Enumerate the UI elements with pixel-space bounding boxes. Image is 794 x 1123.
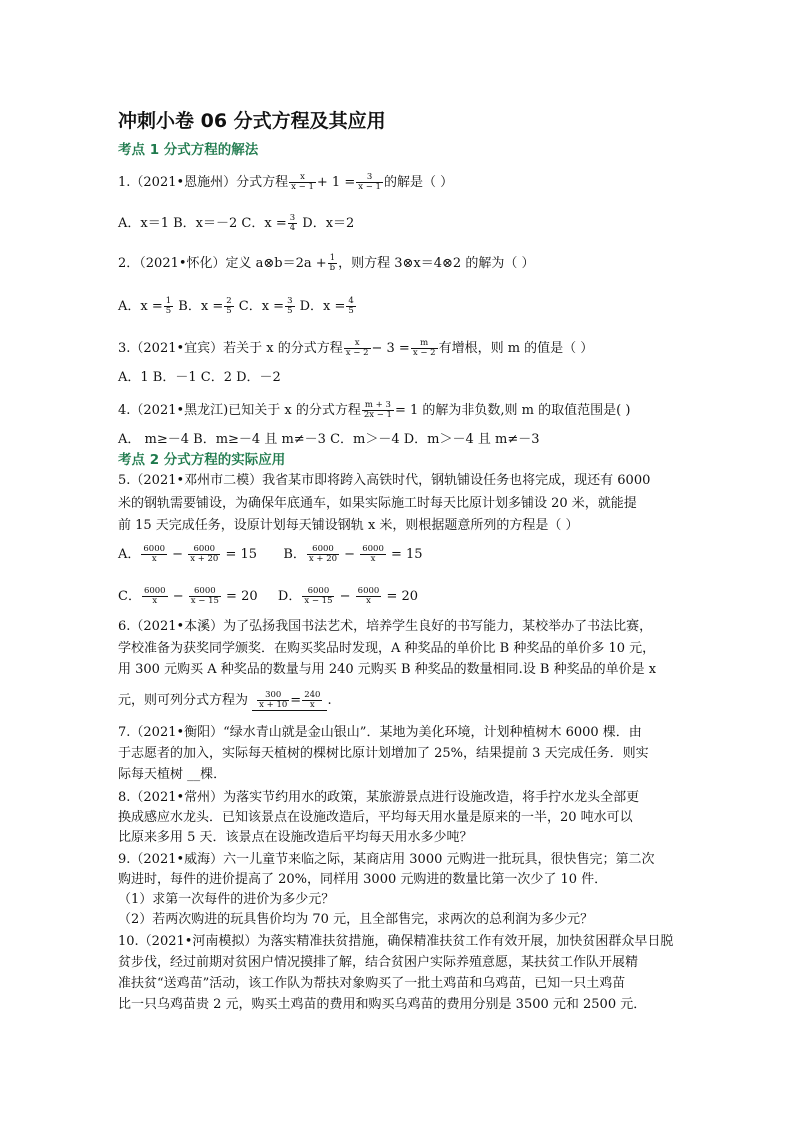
question-6-line-1: 6.（2021•本溪）为了弘扬我国书法艺术，培养学生良好的书写能力，某校举办了书法比赛， xyxy=(118,619,653,634)
question-8-line-3: 比原来多用 5 天．该景点在设施改造后平均每天用水多少吨？ xyxy=(118,830,473,845)
question-5-line-2: 米的钢轨需要铺设，为确保年底通车，如果实际施工时每天比原计划多铺设 20 米，就能提 xyxy=(118,496,637,511)
fraction: $\frac{3}{x - 1}$ xyxy=(358,172,381,192)
question-7-line-3: 际每天植树 __棵． xyxy=(118,767,227,782)
question-10-line-2: 贫步伐，经过前期对贫困户情况摸排了解，结合贫困户实际养殖意愿，某扶贫工作队开展精 xyxy=(118,955,639,970)
question-4-options: A． m≥－4 B．m≥－4 且 m≠－3 C．m＞－4 D．m＞－4 且 m≠－3 xyxy=(118,432,540,447)
question-5-line-3: 前 15 天完成任务，设原计划每天铺设钢轨 x 米，则根据题意所列的方程是（ ） xyxy=(118,518,579,533)
question-1-options: A．x＝1 B．x＝－2 C．x = $\frac{3}{4}$ D．x＝2 xyxy=(118,213,355,233)
question-6-line-2: 学校准备为获奖同学颁奖．在购买奖品时发现，A 种奖品的单价比 B 种奖品的单价多 10 元， xyxy=(118,641,656,656)
question-8-line-2: 换成感应水龙头．已知该景点在设施改造后，平均每天用水量是原来的一半，20 吨水可以 xyxy=(118,810,633,825)
question-8-line-1: 8.（2021•常州）为落实节约用水的政策，某旅游景点进行设施改造，将手拧水龙头全部更 xyxy=(118,790,640,805)
question-10-line-3: 准扶贫“送鸡苗”活动，该工作队为帮扶对象购买了一批土鸡苗和乌鸡苗，已知一只土鸡苗 xyxy=(118,976,626,991)
question-4: 4.（2021•黑龙江)已知关于 x 的分式方程 $\frac{m + 3}{2x - 1}$ = 1 的解为非负数,则 m 的取值范围是( ) xyxy=(118,400,631,420)
fraction: $\frac{x}{x - 1}$ xyxy=(291,172,314,192)
question-9-line-2: 购进时，每件的进价提高了 20%，同样用 3000 元购进的数量比第一次少了 10 件． xyxy=(118,872,608,887)
question-2-options: A．x = $\frac{1}{5}$ B．x = $\frac{2}{5}$ C．x = $\frac{3}{5}$ D．x = $\frac{4}{5}$ xyxy=(118,296,354,316)
question-9-part-1: （1）求第一次每件的进价为多少元？ xyxy=(118,892,335,907)
question-1: 1.（2021•恩施州）分式方程 $\frac{x}{x - 1}$ + 1 = $\frac{3}{x - 1}$ 的解是（ ） xyxy=(118,172,454,192)
page-title: 冲刺小卷 06 分式方程及其应用 xyxy=(118,110,386,132)
section-heading-2: 考点 2 分式方程的实际应用 xyxy=(118,452,286,468)
question-9-line-1: 9.（2021•威海）六一儿童节来临之际，某商店用 3000 元购进一批玩具，很快售完；第二次 xyxy=(118,852,655,867)
question-2: 2．（2021•怀化）定义 a⊗b＝2a + $\frac{1}{b}$ ，则方程 3⊗x＝4⊗2 的解为（ ） xyxy=(118,253,535,273)
question-5-line-1: 5.（2021•邓州市二模）我省某市即将跨入高铁时代，钢轨铺设任务也将完成，现还有 6000 xyxy=(118,473,651,488)
answer-blank: $\frac{300}{x + 10}$ = $\frac{240}{x}$ xyxy=(252,691,327,711)
question-6-line-3: 用 300 元购买 A 种奖品的数量与用 240 元购买 B 种奖品的数量相同.设 B 种奖品的单价是 x xyxy=(118,662,657,677)
question-10-line-1: 10.（2021•河南模拟）为落实精准扶贫措施，确保精准扶贫工作有效开展，加快贫困群众早日脱 xyxy=(118,934,674,949)
question-3: 3.（2021•宜宾）若关于 x 的分式方程 $\frac{x}{x - 2}$ − 3 = $\frac{m}{x - 2}$ 有增根，则 m 的值是（ ） xyxy=(118,338,594,358)
question-5-options-ab: A． $\frac{6000}{x}$ − $\frac{6000}{x + 20}$ = 15 B． $\frac{6000}{x + 20}$ − $\frac{6000}{x}$ = 15 xyxy=(118,544,423,564)
question-10-line-4: 比一只乌鸡苗贵 2 元，购买土鸡苗的费用和购买乌鸡苗的费用分别是 3500 元和 2500 元． xyxy=(118,997,647,1012)
question-9-part-2: （2）若两次购进的玩具售价均为 70 元，且全部售完，求两次的总利润为多少元？ xyxy=(118,912,594,927)
question-3-options: A．1 B．－1 C．2 D．－2 xyxy=(118,370,281,385)
section-heading-1: 考点 1 分式方程的解法 xyxy=(118,142,259,158)
question-5-options-cd: C． $\frac{6000}{x}$ − $\frac{6000}{x - 15}$ = 20 D． $\frac{6000}{x - 15}$ − $\frac{6000}{x}$ = 20 xyxy=(118,586,419,606)
question-6-line-4: 元，则可列分式方程为 $\frac{300}{x + 10}$ = $\frac{240}{x}$ . xyxy=(118,690,332,710)
question-7-line-2: 于志愿者的加入，实际每天植树的棵树比原计划增加了 25%，结果提前 3 天完成任务．则实 xyxy=(118,746,649,761)
question-7-line-1: 7.（2021•衡阳）“绿水青山就是金山银山”．某地为美化环境，计划种植树木 6000 棵．由 xyxy=(118,725,642,740)
